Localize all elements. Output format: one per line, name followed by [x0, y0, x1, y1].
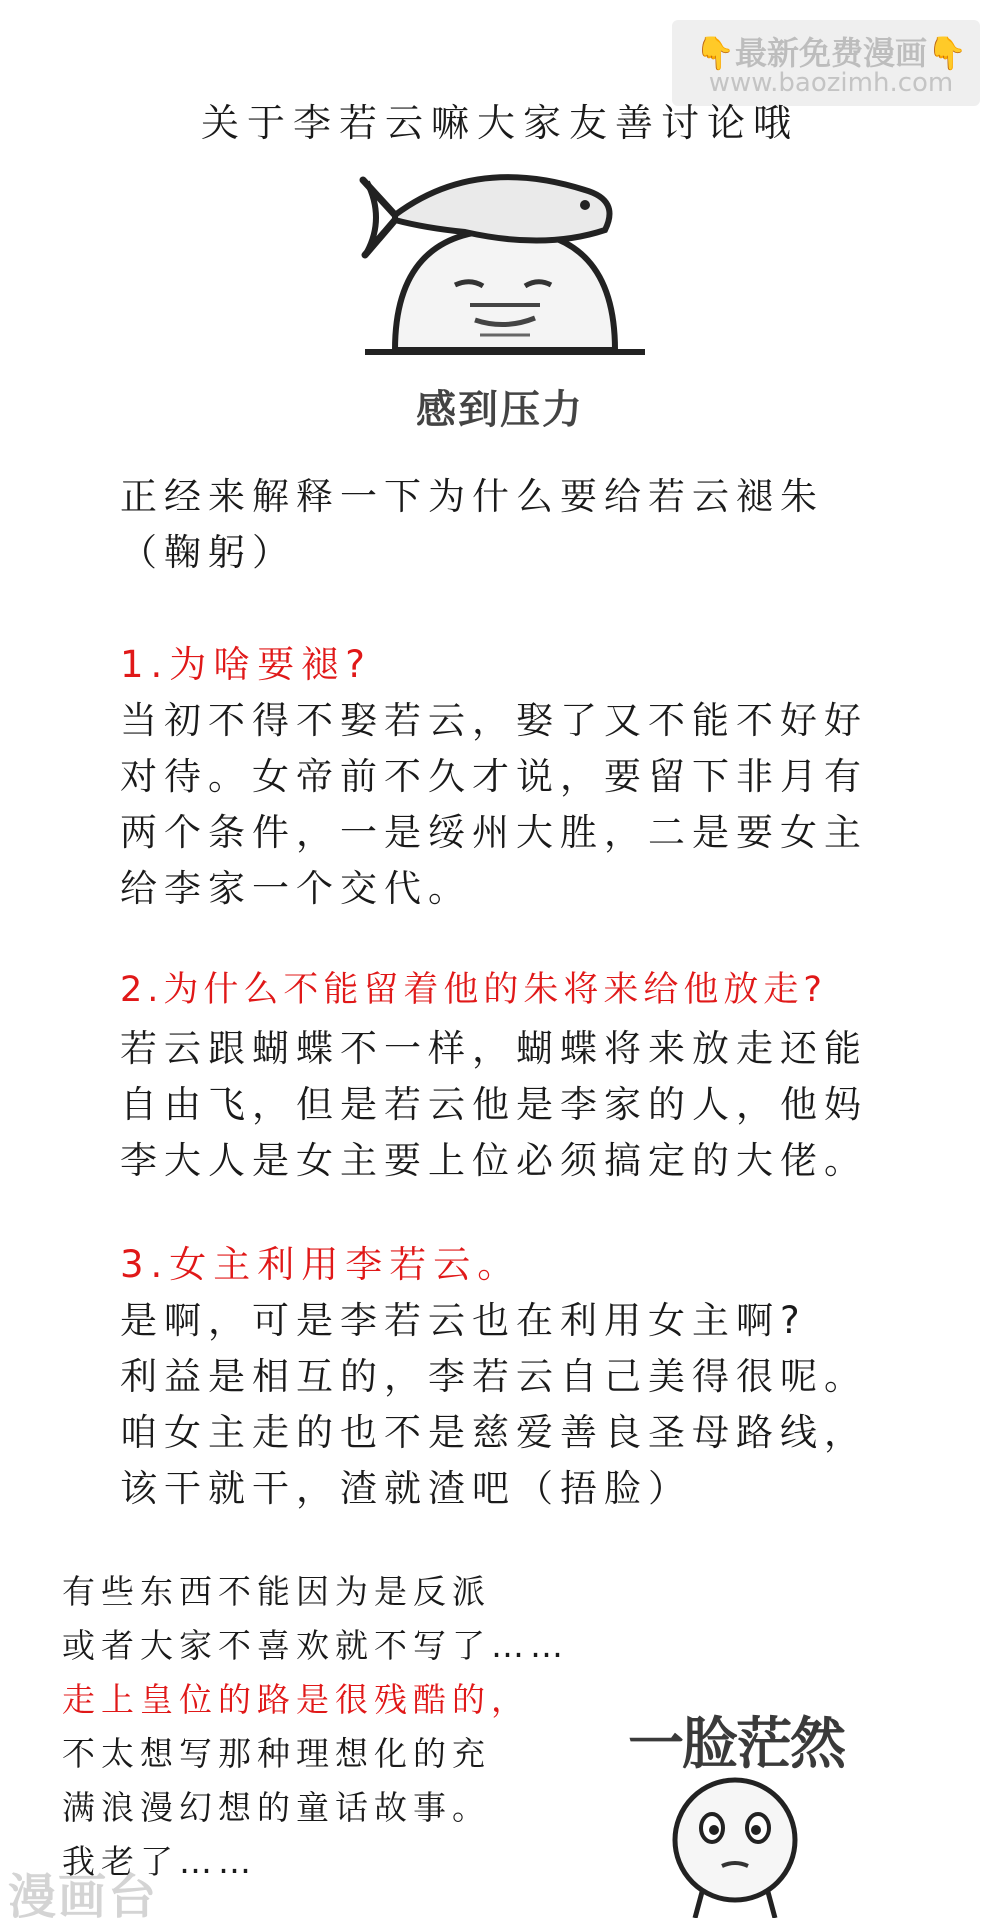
- section-3-line: 该干就干，渣就渣吧（捂脸）: [120, 1467, 692, 1510]
- meme-caption: 感到压力: [416, 387, 584, 433]
- meme-bottom-caption: 一脸茫然: [628, 1711, 844, 1777]
- section-1-line: 对待。女帝前不久才说，要留下非月有: [120, 755, 868, 798]
- section-1-line: 当初不得不娶若云，娶了又不能不好好: [120, 699, 868, 742]
- blank-face-meme-icon: [640, 1770, 840, 1918]
- section-2-heading: 2.为什么不能留着他的朱将来给他放走?: [120, 970, 827, 1010]
- section-3-line: 咱女主走的也不是慈爱善良圣母路线，: [120, 1411, 868, 1454]
- closing-line-5: 满浪漫幻想的童话故事。: [62, 1788, 491, 1827]
- section-2-line: 若云跟蝴蝶不一样，蝴蝶将来放走还能: [120, 1027, 868, 1070]
- watermark-url: www.baozimh.com: [708, 68, 954, 98]
- closing-line-4: 不太想写那种理想化的充: [62, 1734, 491, 1773]
- fish-on-head-meme-icon: [355, 160, 655, 370]
- intro-line-2: （鞠躬）: [120, 531, 296, 574]
- section-1-line: 给李家一个交代。: [120, 867, 472, 910]
- closing-red-line: 走上皇位的路是很残酷的，: [62, 1680, 530, 1719]
- section-1-line: 两个条件，一是绥州大胜，二是要女主: [120, 811, 868, 854]
- corner-watermark: 漫画台: [8, 1869, 159, 1925]
- section-3-line: 是啊，可是李若云也在利用女主啊?: [120, 1299, 807, 1342]
- closing-line-2: 或者大家不喜欢就不写了……: [62, 1626, 569, 1665]
- section-3-line: 利益是相互的，李若云自己美得很呢。: [120, 1355, 868, 1398]
- page-title: 关于李若云嘛大家友善讨论哦: [200, 101, 799, 145]
- section-3-heading: 3.女主利用李若云。: [120, 1243, 522, 1286]
- closing-line-1: 有些东西不能因为是反派: [62, 1572, 491, 1611]
- section-2-line: 自由飞，但是若云他是李家的人，他妈: [120, 1083, 868, 1126]
- watermark-line1: 👇最新免费漫画👇: [695, 34, 967, 72]
- section-2-line: 李大人是女主要上位必须搞定的大佬。: [120, 1139, 868, 1182]
- section-1-heading: 1.为啥要褪?: [120, 643, 372, 686]
- closing-line-6: 我老了……: [62, 1842, 257, 1881]
- intro-line-1: 正经来解释一下为什么要给若云褪朱: [120, 475, 824, 518]
